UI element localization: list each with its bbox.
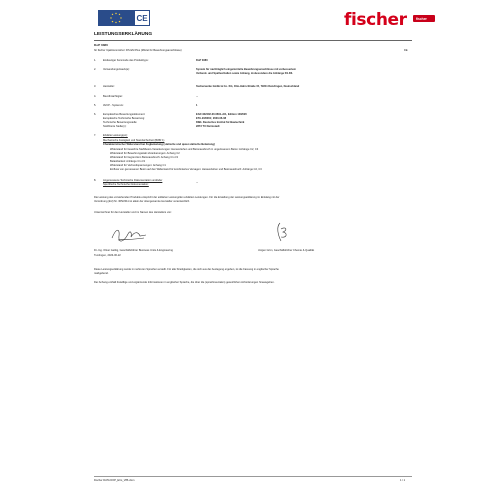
item-number: 3. xyxy=(94,85,97,88)
item-label: Notifizierte Stelle(n): xyxy=(103,125,127,128)
section7-line: Widerstand für Verbundspannungen: Anhang C1 xyxy=(110,164,166,167)
item-label: Verwendungszweck(e): xyxy=(103,68,130,71)
language-code: DE xyxy=(404,49,408,52)
title-rule xyxy=(94,40,412,41)
signature-left xyxy=(110,226,150,244)
declaration-line: Die Leistung des vorstehenden Produkts entspricht der erklärten Leistung/den erklärten Leistungen. Für die Erstellung der Leistungserklärung im Einklang mit der xyxy=(94,196,280,199)
item-label: AVCP - System/e: xyxy=(103,104,124,107)
item-value: System für nachträglich eingemörtelte Bewehrungsanschlüsse mit verbessertem xyxy=(196,68,296,71)
section8-number: 8. xyxy=(94,179,97,182)
item-value: 1 xyxy=(196,104,198,107)
item-value: 2873 TU Darmstadt xyxy=(196,125,220,128)
section7-subtitle: Mechanische Festigkeit und Standsicherheit (BWR 1) xyxy=(103,139,165,142)
item-number: 6. xyxy=(94,113,97,116)
item-label: Eindeutiger Kenncode des Produkttyps: xyxy=(103,59,149,62)
footer-rule xyxy=(94,476,412,477)
section7-number: 7. xyxy=(94,134,97,137)
item-value: DIBt- Deutsches Institut für Bautechnik xyxy=(196,121,245,124)
item-value-continued: Verbund- und Spaltverhalten sowie Anhang, insbesondere die Anhänge D1-D3. xyxy=(196,72,293,75)
footnote-line: maßgebend. xyxy=(94,272,109,275)
dop-number: DoP 0380 xyxy=(94,43,108,47)
section8-line2: Spezifische Technische Dokumentation: xyxy=(103,183,149,186)
item-number: 4. xyxy=(94,95,97,98)
section7-line: Widerstand für bewehrte Stahlbeton-Verankerungen: Herausziehen und Betonausbruch in ungerissenem Beton: Anhänge C2, C3 xyxy=(110,148,259,151)
footnote-line: Der Anhang enthält freiwillige und ergänzende Informationen in englischer Sprache, die über die (sprachneutralen) gesetzlichen Anforderungen hinausgehen. xyxy=(94,281,275,284)
section7-subheading: Charakteristischer Widerstand bei Zugbelastung (statische und quasi-statische Belastung) xyxy=(103,143,215,146)
item-number: 2. xyxy=(94,68,97,71)
signatory-right: Jürgen Grün, Geschäftsführer Chemie & Qualität xyxy=(258,249,315,252)
fischer-emblem-logo: fischer xyxy=(413,15,435,22)
section7-title: Erklärte Leistung(en): xyxy=(103,134,128,137)
footer-page-number: 1 / 1 xyxy=(400,479,406,482)
item-label: Europäisches Bewertungsdokument: xyxy=(103,113,146,116)
signed-for-text: Unterzeichnet für den Hersteller und im Namen des Herstellers von: xyxy=(94,211,172,214)
item-label: Technische Bewertungsstelle: xyxy=(103,121,138,124)
ce-mark-badge: CE xyxy=(134,10,150,26)
item-value: fischerwerke GmbH & Co. KG, Otto-Hahn-Straße 15, 79211 Denzlingen, Deutschland xyxy=(196,85,300,88)
signature-right xyxy=(270,221,294,245)
document-title: LEISTUNGSERKLÄRUNG xyxy=(94,32,153,37)
item-value: EAD 332402-00-0601-v01, Edition 10/2020 xyxy=(196,113,247,116)
item-number: 5. xyxy=(94,104,97,107)
place-date: Tumlingen, 2023-06-22 xyxy=(94,254,121,257)
item-label: Europäische Technische Bewertung: xyxy=(103,117,145,120)
item-value: DoP 0380 xyxy=(196,59,208,62)
item-value: -- xyxy=(196,95,198,98)
footnote-line: Diese Leistungserklärung wurde in mehreren Sprachen erstellt. Für alle Streitigkeiten, die sich aus der Auslegung ergeben, ist die Fassung in englischer Sprache xyxy=(94,268,279,271)
section7-line: Widerstand für begrenztem Betonausbruch: Anhang C1-C3 xyxy=(110,156,178,159)
footer-filename: Fischer DATA DOP_ECs_V86.xlsm xyxy=(94,479,135,482)
section7-line: Einfluss von gemessener Beton auf den Widerstand für kombiniertes Versagen: Herausziehen und Betonausbruch: Anhänge C2, C3 xyxy=(110,168,262,171)
signatory-left: Dr.-Ing. Oliver Geibig, Geschäftsführer Business Units & Engineering xyxy=(94,249,174,252)
section8-line1: Angemessene Technische Dokumentation und/oder xyxy=(103,179,163,182)
item-number: 1. xyxy=(94,59,97,62)
item-label: Hersteller: xyxy=(103,85,115,88)
eu-flag-logo xyxy=(98,10,134,26)
section8-value: -- xyxy=(196,181,198,184)
declaration-line: Verordnung (EU) Nr. 305/2011 ist allein der obengenannte Hersteller verantwortlich. xyxy=(94,200,190,203)
item-label: Bevollmächtigter: xyxy=(103,95,123,98)
section7-line: Belastbarkeit: Anhänge C1-C3 xyxy=(110,160,145,163)
item-value: ETA-23/0001; 2023-06-08 xyxy=(196,117,227,120)
section7-line: Widerstand für Bewehrungsstab-Verankerungen: Anhang C2 xyxy=(110,152,180,155)
intro-line: für fischer Injektionsmörtel: FIS EM Plus (Mörtel für Bewehrungsanschlüsse) xyxy=(94,49,182,52)
fischer-logo: fischer xyxy=(344,10,407,30)
